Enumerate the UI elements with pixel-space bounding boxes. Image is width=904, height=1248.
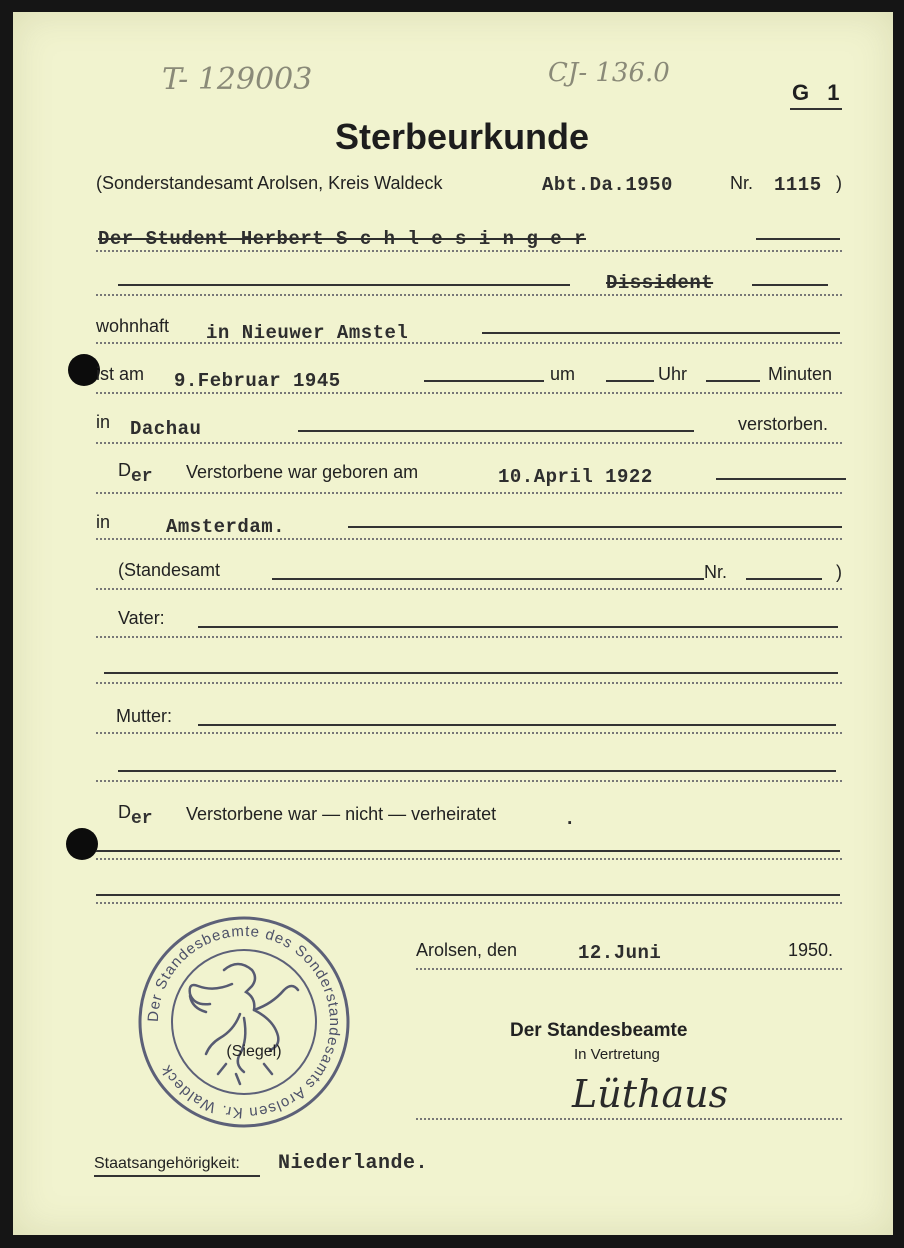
time-minuten-label: Minuten (768, 364, 833, 384)
person-dotted-line (96, 250, 842, 252)
death-line-1 (424, 380, 544, 382)
death-date: 9.Februar 1945 (174, 370, 341, 392)
birth-date: 10.April 1922 (498, 466, 653, 488)
seal-lion-emblem (190, 964, 298, 1084)
seal-label: (Siegel) (226, 1043, 282, 1060)
birth-dotted-line (96, 492, 842, 494)
number-label: Nr. (730, 173, 754, 193)
standesamt-close-paren: ) (836, 562, 842, 582)
handwritten-reference-2: CJ- 136.0 (548, 58, 670, 88)
signing-year: 1950. (788, 940, 834, 960)
father-dotted-line-2 (96, 682, 842, 684)
religion-value: Dissident (606, 272, 714, 294)
handwritten-reference: T- 129003 (162, 62, 313, 97)
mother-label: Mutter: (116, 706, 173, 726)
birth-place-dotted-line (96, 538, 842, 540)
death-place-line (298, 430, 694, 432)
punch-hole-bottom (66, 828, 98, 860)
standesamt-label: (Standesamt (118, 560, 221, 580)
marital-line (96, 850, 840, 852)
signing-place-label: Arolsen, den (416, 940, 518, 960)
mother-dotted-line-2 (96, 780, 842, 782)
marital-prefix-letter: D (118, 802, 131, 822)
birth-date-line (716, 478, 846, 480)
marital-dotted-line (96, 858, 842, 860)
birth-label: Verstorbene war geboren am (186, 462, 419, 482)
standesamt-dotted-line (96, 588, 842, 590)
standesamt-nr-label: Nr. (704, 562, 728, 582)
death-line-hour (606, 380, 654, 382)
deputy-label: In Vertretung (574, 1046, 660, 1063)
marital-prefix (118, 802, 153, 829)
register-section: Abt.Da.1950 (542, 174, 673, 196)
standesamt-nr-line (746, 578, 822, 580)
birth-place-label: in (96, 512, 111, 532)
marital-line-2 (96, 894, 840, 896)
signature: Lüthaus (572, 1072, 729, 1116)
signing-date: 12.Juni (578, 942, 662, 964)
standesamt-line (272, 578, 704, 580)
death-date-label: ist am (96, 364, 145, 384)
religion-dotted-line (96, 294, 842, 296)
marital-gender-suffix: er (131, 809, 153, 829)
residence-line (482, 332, 840, 334)
person-line-fill (756, 238, 840, 240)
death-dotted-line (96, 392, 842, 394)
marital-status: Verstorbene war — nicht — verheiratet (186, 804, 497, 824)
signature-dotted-line (416, 1118, 842, 1120)
mother-dotted-line (96, 732, 842, 734)
death-line-minutes (706, 380, 760, 382)
verstorben-label: verstorben. (738, 414, 829, 434)
mother-line (198, 724, 836, 726)
form-code-underline (790, 108, 842, 110)
father-line (198, 626, 838, 628)
office-close-paren: ) (836, 173, 842, 193)
birth-prefix (118, 460, 153, 487)
birth-gender-suffix: er (131, 467, 153, 487)
religion-line-left (118, 284, 570, 286)
religion-line-right (752, 284, 828, 286)
death-place-dotted-line (96, 442, 842, 444)
birth-prefix-letter: D (118, 460, 131, 480)
nationality-underline (94, 1175, 260, 1177)
father-line-2 (104, 672, 838, 674)
marital-period: . (564, 808, 576, 830)
register-number: 1115 (774, 174, 822, 196)
nationality-label: Staatsangehörigkeit: (94, 1155, 240, 1172)
nationality-value: Niederlande. (278, 1152, 429, 1175)
office-label: (Sonderstandesamt Arolsen, Kreis Waldeck (96, 173, 443, 193)
document-title: Sterbeurkunde (335, 116, 590, 157)
person-name: Der Student Herbert S c h l e s i n g e r (98, 228, 586, 250)
father-label: Vater: (118, 608, 165, 628)
signing-dotted-line (416, 968, 842, 970)
mother-line-2 (118, 770, 836, 772)
residence-dotted-line (96, 342, 842, 344)
seal-ring-text: Der Standesbeamte des Sonderstandesamts Arolsen Kr. Waldeck (144, 922, 344, 1122)
marital-dotted-line-2 (96, 902, 842, 904)
official-title: Der Standesbeamte (510, 1020, 688, 1041)
time-uhr-label: Uhr (658, 364, 688, 384)
birth-place-line (348, 526, 842, 528)
death-place: Dachau (130, 418, 202, 440)
birth-place: Amsterdam. (166, 516, 286, 538)
time-um-label: um (550, 364, 576, 384)
official-seal (136, 914, 352, 1130)
residence-label: wohnhaft (96, 316, 170, 336)
death-place-label: in (96, 412, 111, 432)
father-dotted-line (96, 636, 842, 638)
form-code: G 1 (792, 80, 846, 105)
residence-value: in Nieuwer Amstel (206, 322, 409, 344)
